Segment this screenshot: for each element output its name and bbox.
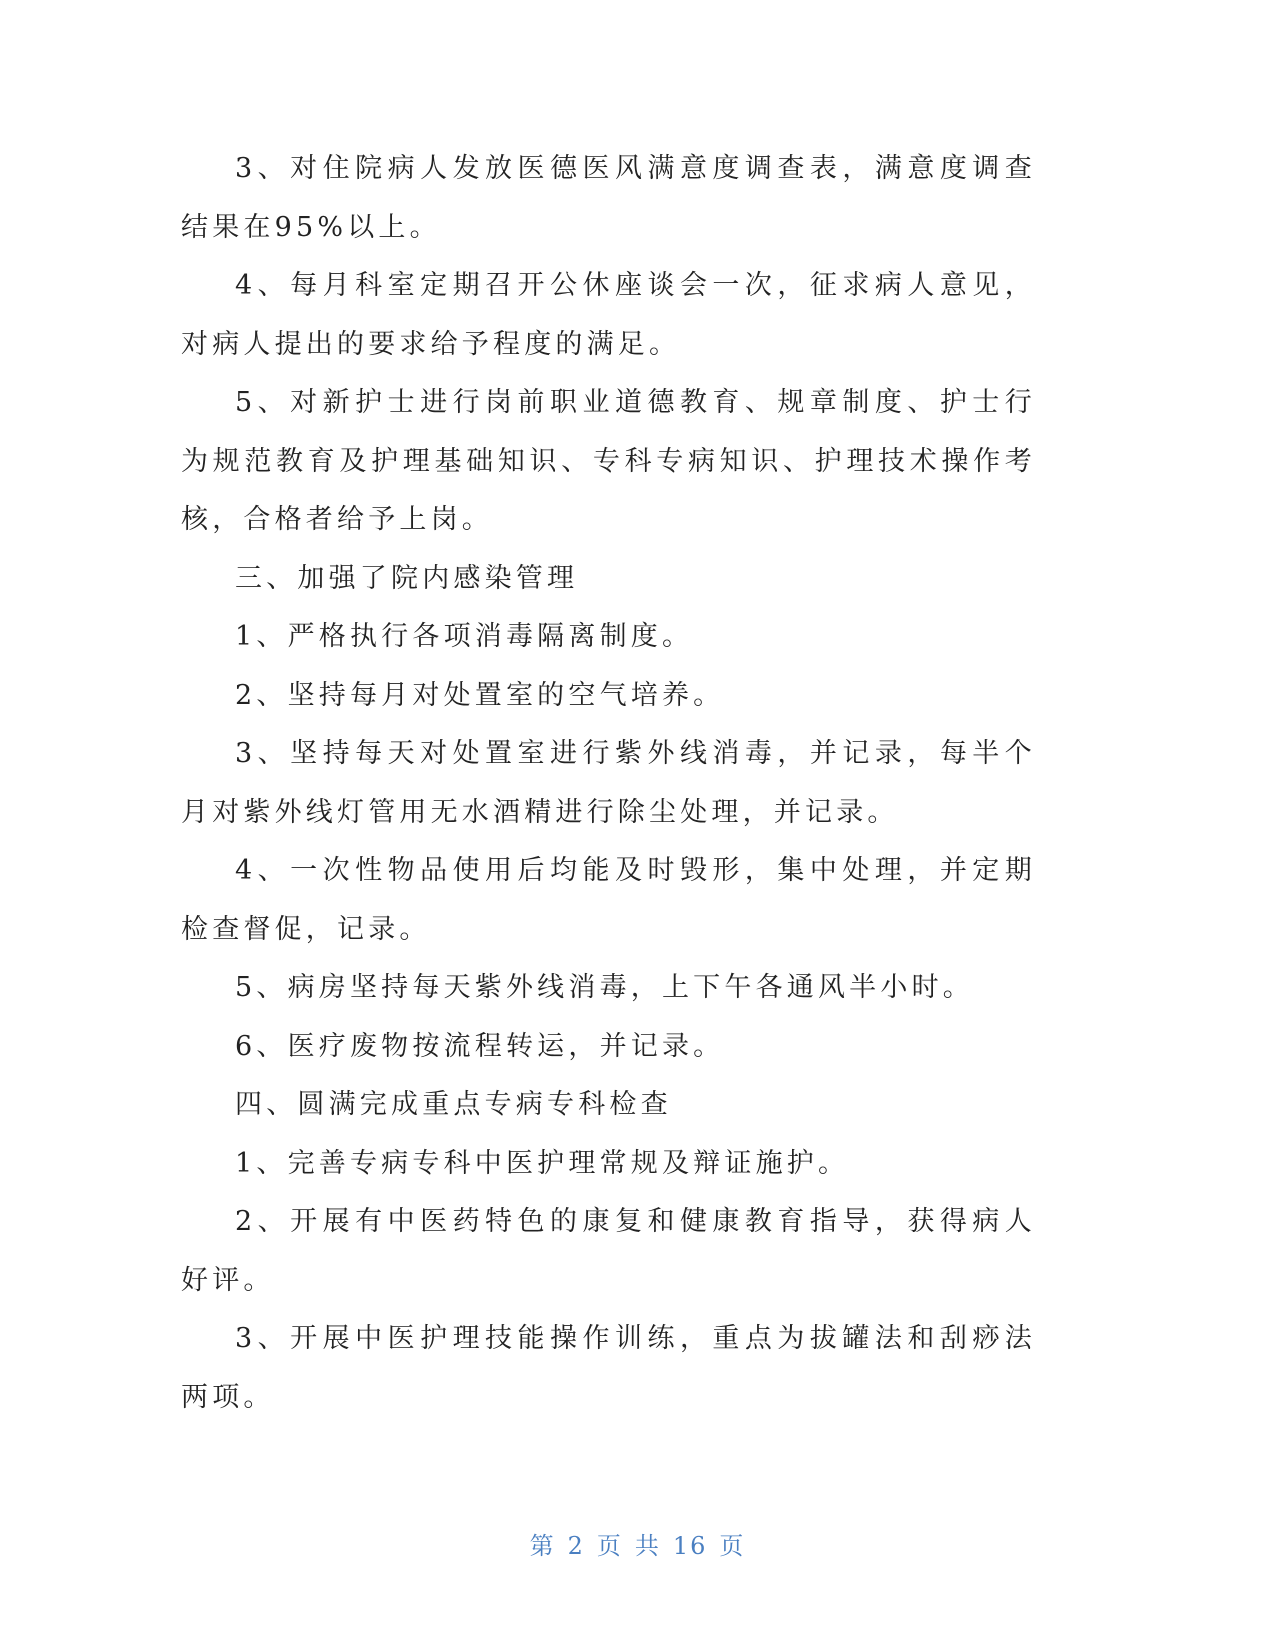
footer-total-unit: 页 xyxy=(719,1532,746,1560)
footer-page-label: 第 xyxy=(529,1532,556,1560)
document-body xyxy=(181,140,1036,1427)
footer-total-pages: 16 xyxy=(672,1532,708,1560)
paragraph-item-5-new-nurse: 5、对新护士进行岗前职业道德教育、规章制度、护士行为规范教育及护理基础知识、专科专病知识、护理技术操作考核，合格者给予上岗。 xyxy=(181,387,1036,535)
paragraph-item-3-survey: 3、对住院病人发放医德医风满意度调查表，满意度调查结果在95%以上。 xyxy=(181,153,1036,243)
footer-total-label: 共 xyxy=(634,1532,661,1560)
section-heading-infection-control: 三、加强了院内感染管理 xyxy=(235,562,579,594)
paragraph-item-6-waste: 6、医疗废物按流程转运，并记录。 xyxy=(235,1030,725,1062)
paragraph-item-3-uv: 3、坚持每天对处置室进行紫外线消毒，并记录，每半个月对紫外线灯管用无水酒精进行除尘处理，并记录。 xyxy=(181,738,1036,828)
section-heading-specialty-check: 四、圆满完成重点专病专科检查 xyxy=(235,1089,672,1120)
page-footer xyxy=(0,1526,1275,1561)
paragraph-item-1-disinfection: 1、严格执行各项消毒隔离制度。 xyxy=(235,621,694,652)
paragraph-item-2-air-culture: 2、坚持每月对处置室的空气培养。 xyxy=(235,679,725,711)
footer-current-page: 2 xyxy=(567,1532,585,1560)
paragraph-item-4-meeting: 4、每月科室定期召开公休座谈会一次，征求病人意见，对病人提出的要求给予程度的满足。 xyxy=(181,270,1036,360)
paragraph-item-5-ward: 5、病房坚持每天紫外线消毒，上下午各通风半小时。 xyxy=(235,972,974,1003)
paragraph-item-1-routine: 1、完善专病专科中医护理常规及辩证施护。 xyxy=(235,1147,850,1179)
footer-page-unit: 页 xyxy=(596,1532,623,1560)
paragraph-item-2-rehab: 2、开展有中医药特色的康复和健康教育指导，获得病人好评。 xyxy=(181,1206,1036,1296)
paragraph-item-4-disposables: 4、一次性物品使用后均能及时毁形，集中处理，并定期检查督促，记录。 xyxy=(181,855,1036,945)
paragraph-item-3-skills: 3、开展中医护理技能操作训练，重点为拔罐法和刮痧法两项。 xyxy=(181,1323,1036,1413)
